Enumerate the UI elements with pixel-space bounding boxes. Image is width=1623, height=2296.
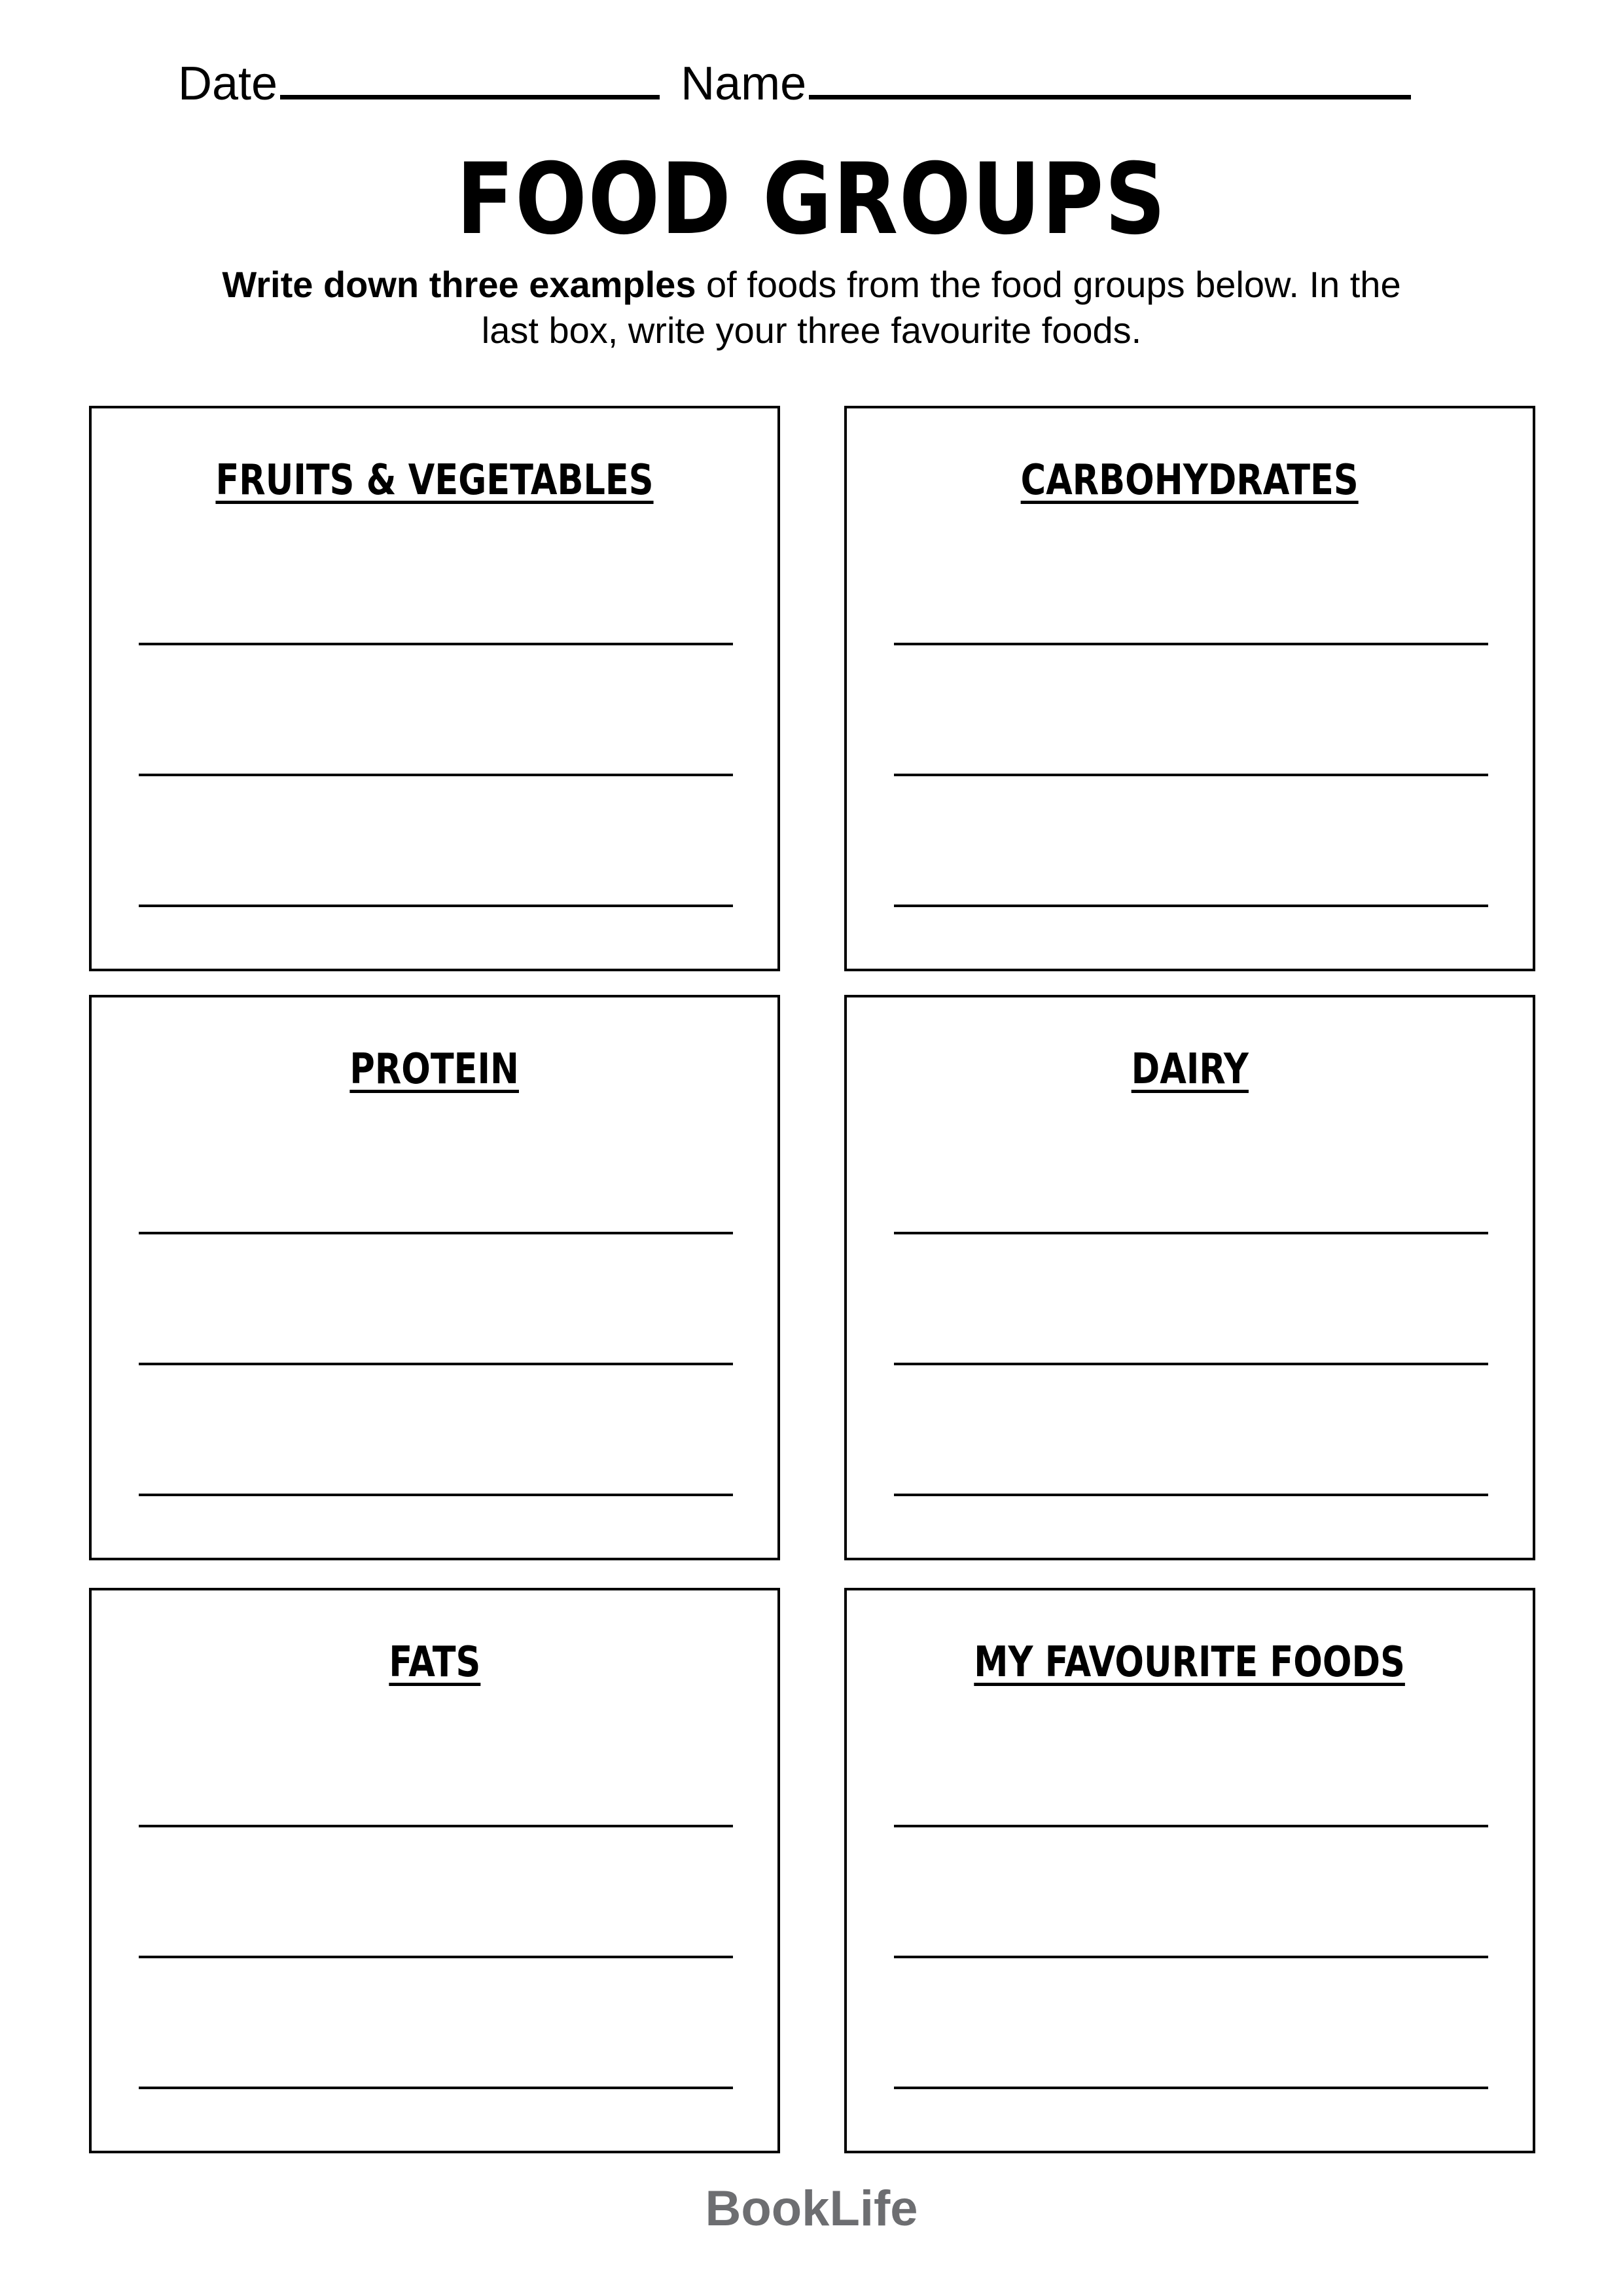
write-line[interactable] (894, 1363, 1488, 1365)
name-blank-line[interactable] (809, 56, 1411, 99)
write-line[interactable] (139, 1232, 733, 1234)
food-group-box-favourite-foods (844, 1588, 1535, 2153)
write-line[interactable] (894, 905, 1488, 907)
box-title: CARBOHYDRATES (1020, 456, 1359, 505)
write-line[interactable] (894, 1956, 1488, 1958)
food-group-box-protein (89, 995, 780, 1560)
booklife-logo: BookLife (705, 2181, 918, 2236)
write-line[interactable] (894, 643, 1488, 645)
write-line[interactable] (894, 774, 1488, 776)
write-line[interactable] (139, 643, 733, 645)
write-line[interactable] (139, 1956, 733, 1958)
instructions-line-1-rest: of foods from the food groups below. In the (696, 264, 1401, 305)
write-line[interactable] (894, 1232, 1488, 1234)
food-group-box-fruits-vegetables (89, 406, 780, 971)
box-title: DAIRY (1131, 1045, 1249, 1094)
instructions (0, 262, 1623, 353)
write-line[interactable] (894, 1825, 1488, 1827)
write-line[interactable] (894, 1494, 1488, 1496)
box-title: MY FAVOURITE FOODS (974, 1638, 1406, 1687)
instructions-line-1 (0, 262, 1623, 308)
box-title: FRUITS & VEGETABLES (215, 456, 654, 505)
food-group-box-dairy (844, 995, 1535, 1560)
food-group-box-carbohydrates (844, 406, 1535, 971)
write-line[interactable] (139, 1825, 733, 1827)
box-title: PROTEIN (349, 1045, 520, 1094)
name-label: Name (681, 58, 807, 110)
page-title: FOOD GROUPS (456, 143, 1167, 257)
instructions-bold: Write down three examples (222, 264, 696, 305)
write-line[interactable] (139, 774, 733, 776)
write-line[interactable] (139, 1363, 733, 1365)
header-fields (178, 52, 1411, 115)
write-line[interactable] (894, 2087, 1488, 2089)
box-title: FATS (389, 1638, 480, 1687)
food-group-box-fats (89, 1588, 780, 2153)
date-label: Date (178, 58, 278, 110)
write-line[interactable] (139, 905, 733, 907)
date-blank-line[interactable] (280, 56, 660, 99)
write-line[interactable] (139, 2087, 733, 2089)
write-line[interactable] (139, 1494, 733, 1496)
instructions-line-2: last box, write your three favourite foods. (481, 310, 1142, 351)
